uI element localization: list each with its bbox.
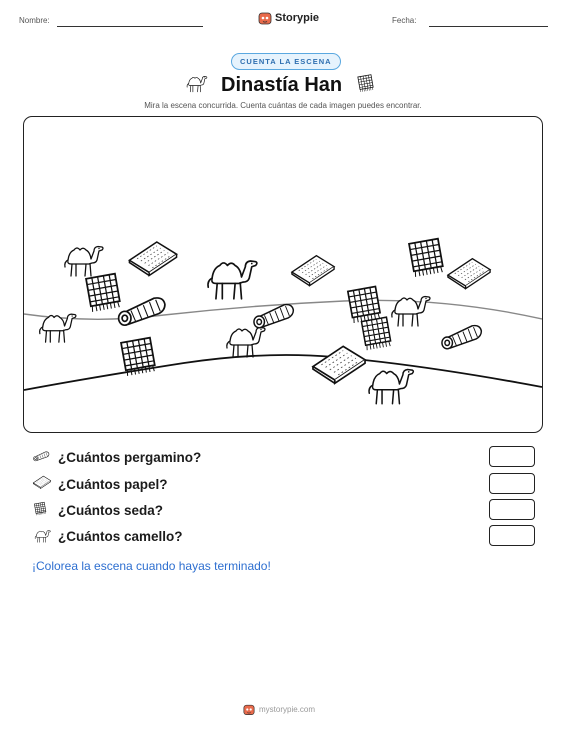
brand-name: Storypie [275,12,320,24]
scroll-icon [32,449,50,462]
scene-scroll-icon [119,298,165,325]
answer-box-silk[interactable] [489,499,535,520]
date-label: Fecha: [392,16,417,25]
name-label: Nombre: [19,16,50,25]
silk-icon [356,73,376,93]
footer-site: mystorypie.com [259,705,316,714]
paper-icon [32,475,52,489]
scene-paper-icon [292,256,334,286]
scene-camel-icon [208,261,257,299]
answer-box-paper[interactable] [489,473,535,494]
scene-silk-icon [348,287,381,324]
scene-camel-icon [65,247,103,277]
silk-icon [33,501,48,516]
hill-line [24,355,542,390]
question-silk: ¿Cuántos seda? [58,503,164,518]
camel-icon [183,72,209,94]
brand-logo [258,11,319,25]
storypie-mascot-icon [243,703,255,716]
answer-box-scroll[interactable] [489,446,535,467]
scene-camel-icon [40,314,76,342]
scene-camel-icon [369,370,413,404]
scene-silk-icon [86,274,121,312]
footer [243,703,315,716]
scene-panel [23,116,543,433]
scene-silk-icon [121,338,156,376]
scene-silk-icon [409,239,444,277]
question-paper: ¿Cuántos papel? [58,477,168,492]
storypie-mascot-icon [258,11,272,25]
name-field[interactable] [57,26,203,27]
camel-icon [32,527,52,544]
scene-paper-icon [448,259,490,289]
page-title: Dinastía Han [221,74,343,96]
question-scroll: ¿Cuántos pergamino? [58,450,202,465]
han-dynasty-scene [24,117,542,432]
scene-scroll-icon [254,305,293,328]
activity-badge: CUENTA LA ESCENA [231,53,341,70]
answer-box-camel[interactable] [489,525,535,546]
scene-paper-icon [129,242,176,275]
scene-paper-icon [313,346,365,383]
closing-note: ¡Colorea la escena cuando hayas terminado! [32,559,271,573]
date-field[interactable] [429,26,548,27]
instructions: Mira la escena concurrida. Cuenta cuántas de cada imagen puedes encontrar. [144,101,422,110]
question-camel: ¿Cuántos camello? [58,529,183,544]
scene-camel-icon [227,328,265,358]
scene-silk-icon [361,317,391,350]
scene-scroll-icon [442,326,481,349]
